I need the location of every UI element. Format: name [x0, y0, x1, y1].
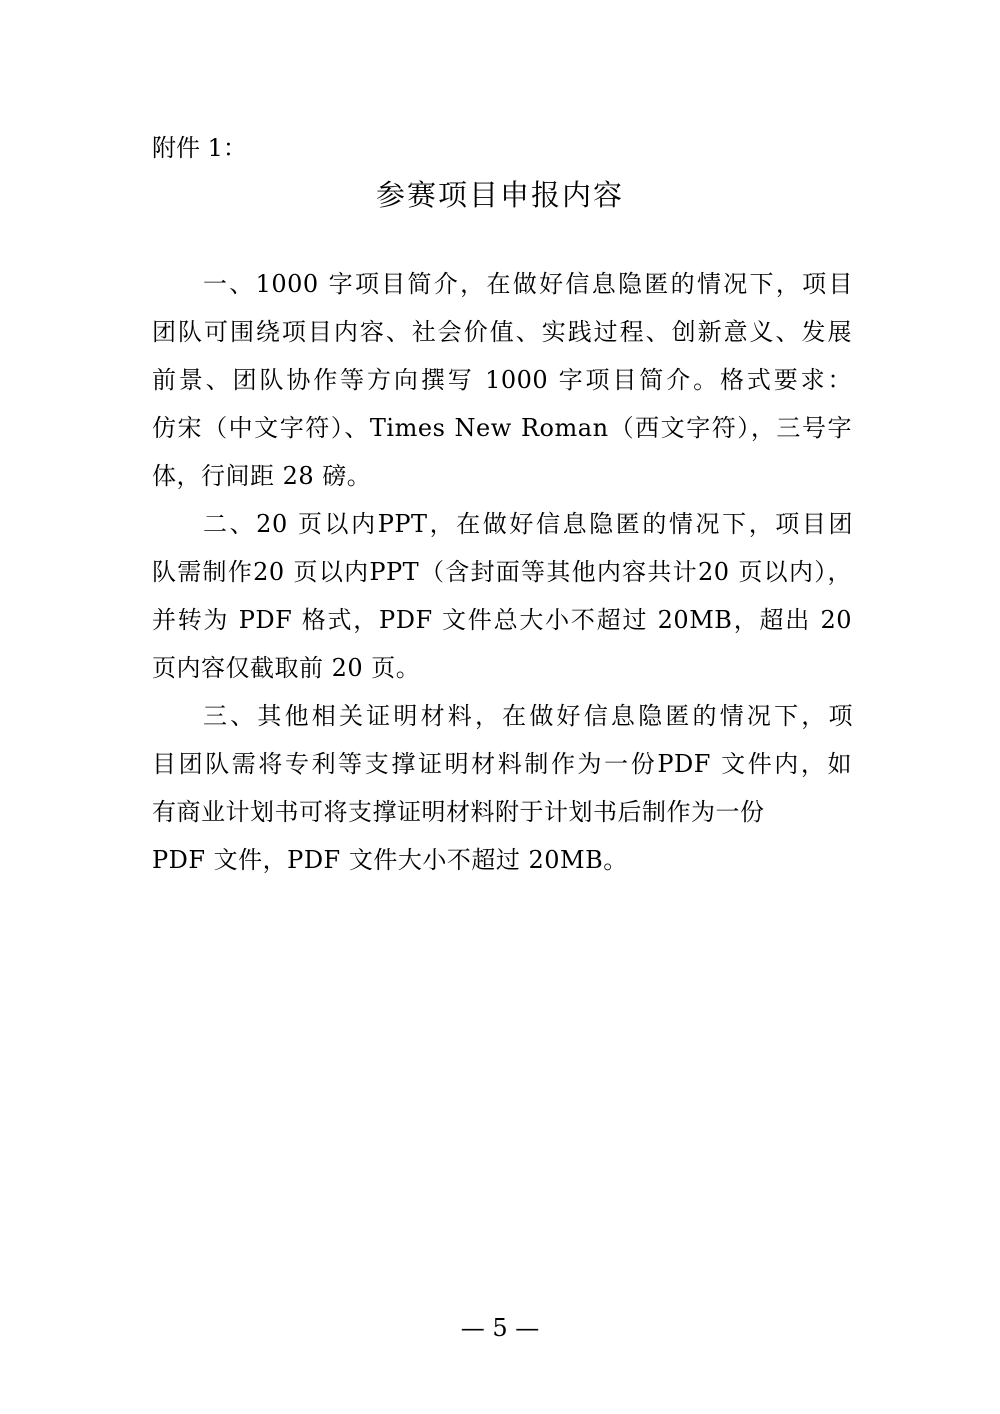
attachment-label: 附件 1： — [152, 134, 247, 162]
section-3-line-1: 三、其他相关证明材料，在做好信息隐匿的情况下，项 — [203, 702, 853, 730]
section-1-line-5: 体，行间距 28 磅。 — [152, 462, 372, 490]
section-1-line-1: 一、1000 字项目简介，在做好信息隐匿的情况下，项目 — [203, 270, 853, 298]
page-title: 参赛项目申报内容 — [375, 178, 624, 212]
section-3-line-4: PDF 文件，PDF 文件大小不超过 20MB。 — [152, 846, 628, 874]
section-2-line-4: 页内容仅截取前 20 页。 — [152, 654, 421, 682]
section-2-line-2: 队需制作20 页以内PPT（含封面等其他内容共计20 页以内）， — [152, 558, 852, 586]
section-1-line-4: 仿宋（中文字符）、Times New Roman（西文字符），三号字 — [152, 414, 852, 442]
section-3-line-3: 有商业计划书可将支撑证明材料附于计划书后制作为一份 — [152, 798, 765, 826]
section-2-line-1: 二、20 页以内PPT，在做好信息隐匿的情况下，项目团 — [203, 510, 853, 538]
section-1-line-2: 团队可围绕项目内容、社会价值、实践过程、创新意义、发展 — [152, 318, 852, 346]
section-3-line-2: 目团队需将专利等支撑证明材料制作为一份PDF 文件内，如 — [152, 750, 852, 778]
page-number: — 5 — — [460, 1314, 540, 1342]
section-1-line-3: 前景、团队协作等方向撰写 1000 字项目简介。格式要求： — [152, 366, 852, 394]
section-2-line-3: 并转为 PDF 格式，PDF 文件总大小不超过 20MB，超出 20 — [152, 606, 852, 634]
